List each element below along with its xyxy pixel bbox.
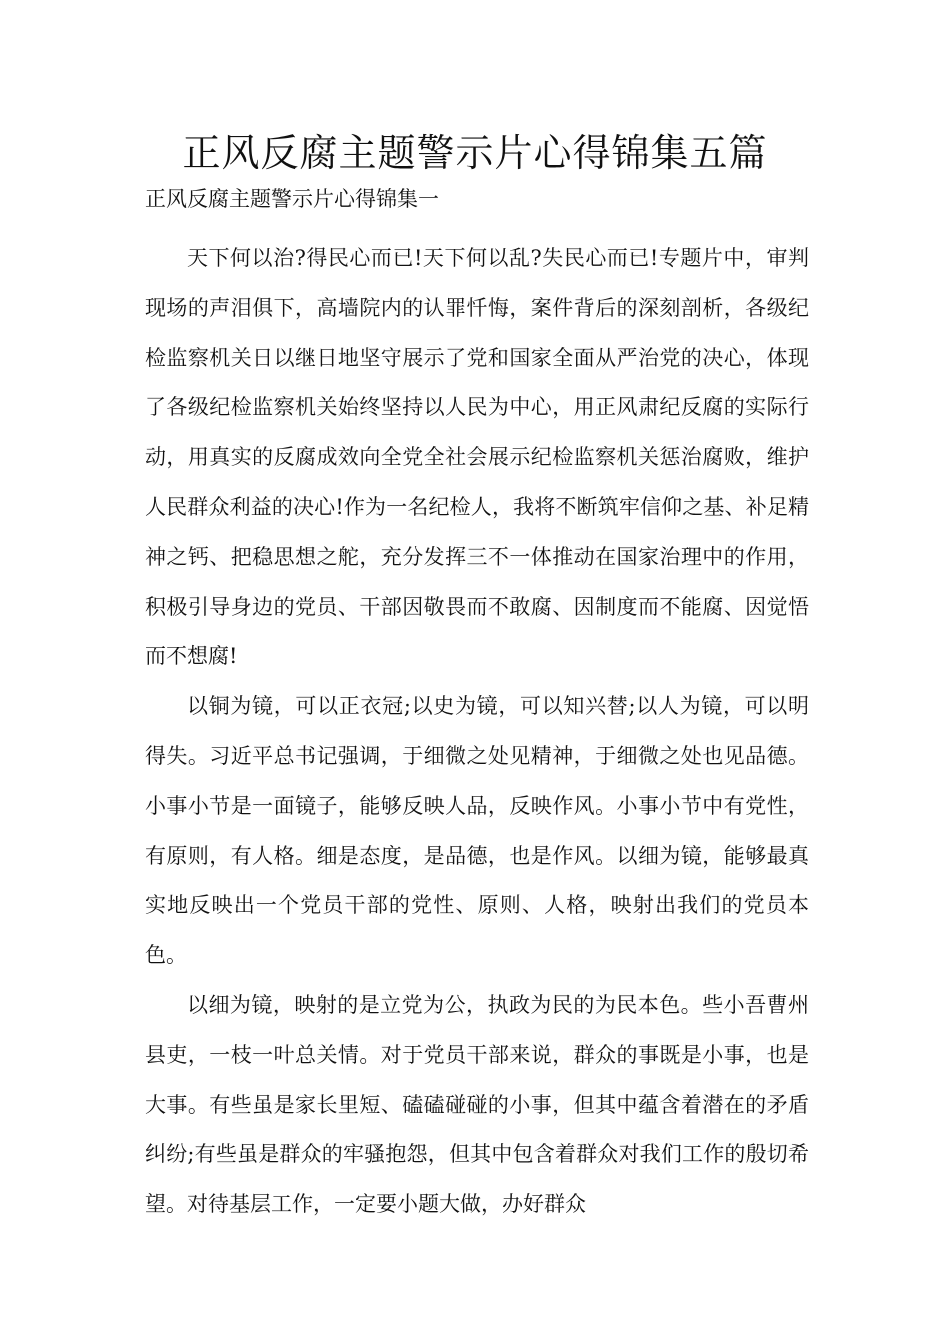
paragraph-3: 以细为镜，映射的是立党为公，执政为民的为民本色。些小吾曹州县吏，一枝一叶总关情。对于党员干部来说，群众的事既是小事，也是大事。有些虽是家长里短、磕磕碰碰的小事，但其中蕴含着潜在的矛盾纠纷;有些虽是群众的牢骚抱怨，但其中包含着群众对我们工作的殷切希望。对待基层工作，一定要小题大做，办好群众 [145,992,809,1217]
paragraph-2: 以铜为镜，可以正衣冠;以史为镜，可以知兴替;以人为镜，可以明得失。习近平总书记强调，于细微之处见精神，于细微之处也见品德。小事小节是一面镜子，能够反映人品，反映作风。小事小节中有党性，有原则，有人格。细是态度，是品德，也是作风。以细为镜，能够最真实地反映出一个党员干部的党性、原则、人格，映射出我们的党员本色。 [145,694,809,968]
document-title: 正风反腐主题警示片心得锦集五篇 [182,131,768,175]
paragraph-1: 天下何以治?得民心而已!天下何以乱?失民心而已!专题片中，审判现场的声泪俱下，高墙院内的认罪忏悔，案件背后的深刻剖析，各级纪检监察机关日以继日地坚守展示了党和国家全面从严治党的决心，体现了各级纪检监察机关始终坚持以人民为中心，用正风肃纪反腐的实际行动，用真实的反腐成效向全党全社会展示纪检监察机关惩治腐败，维护人民群众利益的决心!作为一名纪检人，我将不断筑牢信仰之基、补足精神之钙、把稳思想之舵，充分发挥三不一体推动在国家治理中的作用，积极引导身边的党员、干部因敬畏而不敢腐、因制度而不能腐、因觉悟而不想腐! [145,246,809,669]
section-heading: 正风反腐主题警示片心得锦集一 [145,187,439,211]
document-body [145,234,809,1230]
